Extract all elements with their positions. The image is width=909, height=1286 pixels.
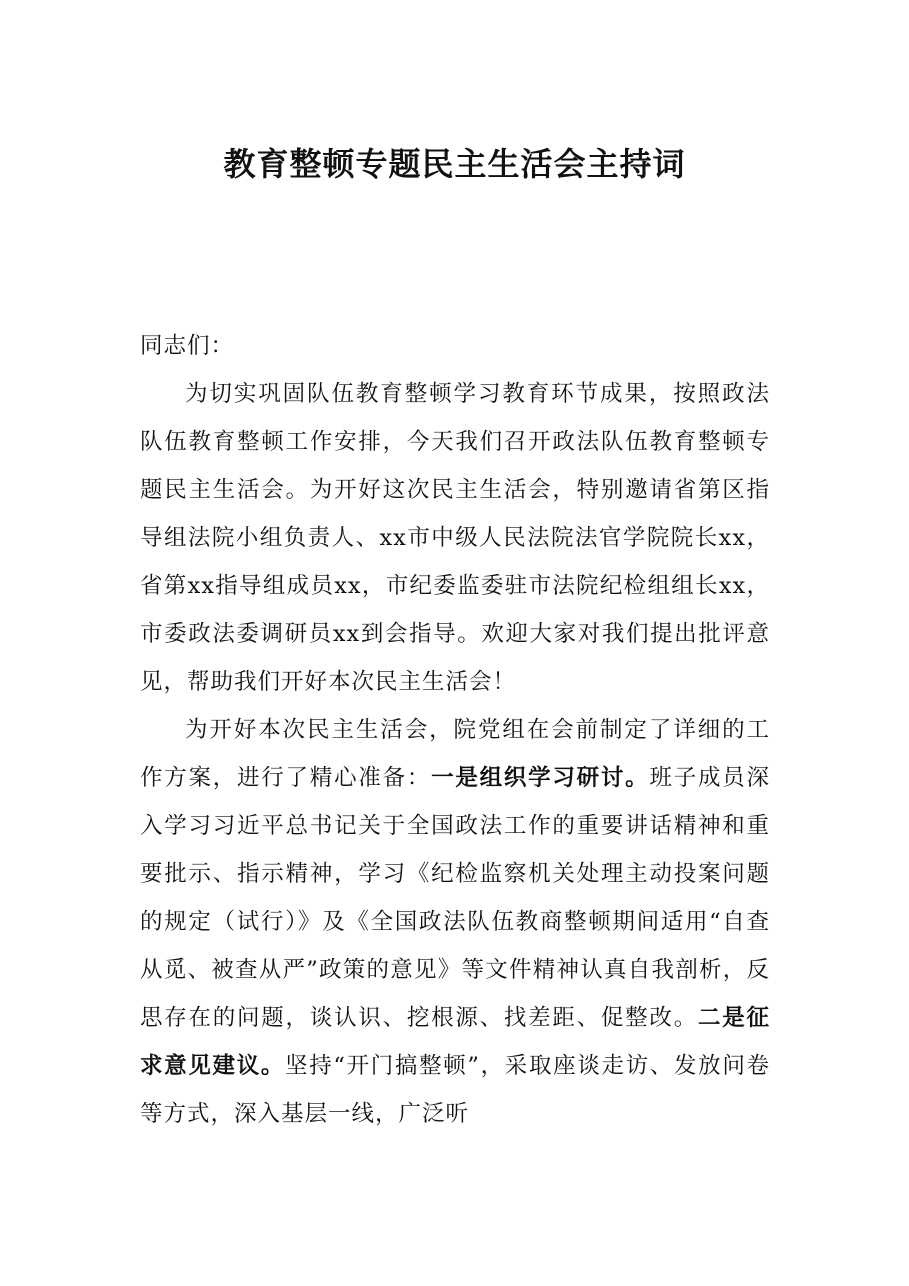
- salutation: 同志们：: [140, 333, 235, 359]
- highlight-point-two: 二是征求意见建议。: [140, 1005, 770, 1079]
- paragraph-2-text-a: 为开好本次民主生活会，院党组在会前制定了详细的工作方案，进行了精心准备：: [140, 717, 770, 791]
- paragraph-2-text-c: 班子成员深入学习习近平总书记关于全国政法工作的重要讲话精神和重要批示、指示精神，学习《纪检监察机关处理主动投案问题的规定（试行）》及《全国政法队伍教商整顿期间适用“自查从觅、被查从严”政策的意见》等文件精神认真自我剖析，反思存在的问题，谈认识、挖根源、找差距、促整改。: [140, 765, 770, 1031]
- paragraph-1: 为切实巩固队伍教育整顿学习教育环节成果，按照政法队伍教育整顿工作安排，今天我们召开政法队伍教育整顿专题民主生活会。为开好这次民主生活会，特别邀请省第区指导组法院小组负责人、xx市中级人民法院法官学院院长xx，省第xx指导组成员xx，市纪委监委驻市法院纪检组组长xx，市委政法委调研员xx到会指导。欢迎大家对我们提出批评意见，帮助我们开好本次民主生活会！: [140, 381, 770, 695]
- document-title: 教育整顿专题民主生活会主持词: [223, 145, 686, 183]
- highlight-point-one: 一是组织学习研讨。: [431, 765, 650, 791]
- paragraph-2: [140, 706, 770, 1138]
- paragraph-2-text-e: 坚持“开门搞整顿”，采取座谈走访、发放问卷等方式，深入基层一线，广泛听: [140, 1053, 770, 1127]
- document-body: [140, 322, 770, 1138]
